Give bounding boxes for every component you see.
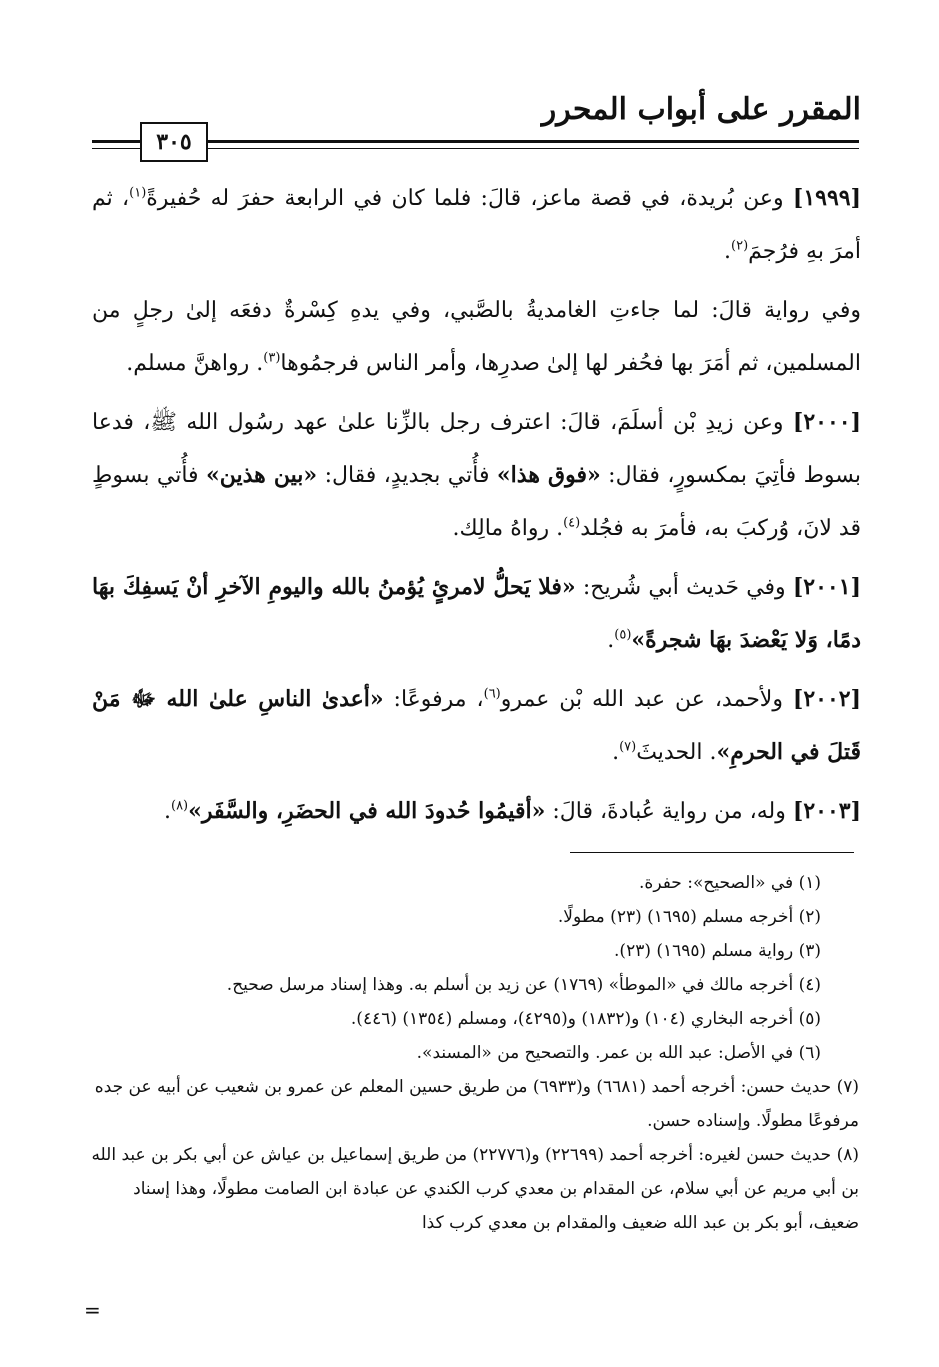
hadith-text: . رواهنَّ مسلم. [126,351,264,376]
hadith-text: وفي حَديث أبي شُريح: [582,575,786,600]
hadith-number: [٢٠٠٠] [792,409,861,435]
period: . [724,239,732,264]
footnote-ref[interactable]: (٨) [170,798,189,814]
hadith-number: [٢٠٠١] [792,574,861,600]
hadith-number: [١٩٩٩] [792,185,862,211]
hadith-text: ، ثم أمرَ بهِ فرُجمَ [92,186,861,264]
footnote-ref[interactable]: (٢) [731,238,749,254]
page-number: ٣٠٥ [140,122,208,162]
prophetic-quote: «بين هذين» [206,462,318,488]
hadith-text: وعن بُريدة، في قصة ماعز، قالَ: فلما كان في الرابعة حفرَ له حُفيرةً [146,186,784,211]
footnote-8: (٨) حديث حسن لغيره: أخرجه أحمد (٢٢٦٩٩) و(٢٢٧٧٦) من طريق إسماعيل بن عياش عن أبي بكر بن عبد الله بن أبي مريم عن أبي سلام، عن المقدام بن معدي كرب الكندي عن عبادة ابن الصامت مطولًا، وهذا إسناد ضعيف، أبو بكر بن عبد الله ضعيف والمقدام بن معدي كرب كذا [91,1145,859,1233]
hadith-2002 [92,673,861,779]
hadith-2001 [92,561,861,667]
running-header-title: المقرر على أبواب المحرر [541,92,861,127]
prophetic-quote: «أقيمُوا حُدودَ الله في الحضَرِ، والسَّفَر» [188,798,546,824]
hadith-text: فأُتي بجديدٍ، فقال: [324,463,490,488]
footnote-ref[interactable]: (٧) [619,739,637,755]
hadith-number: [٢٠٠٣] [792,798,861,824]
footnote-3: (٣) رواية مسلم (١٦٩٥) (٢٣). [614,941,821,961]
hadith-text: ولأحمد، عن عبد الله بْن عمرو [500,687,783,712]
hadith-text: وعن زيدِ بْن أسلَمَ، قالَ: اعترف رجل بالزِّنا علىٰ عهد رسُول الله ﷺ، فدعا بسوط فأتِيَ بمكسورٍ، فقال: [92,410,862,488]
footnote-2: (٢) أخرجه مسلم (١٦٩٥) (٢٣) مطولًا. [557,907,821,927]
hadith-text: ، مرفوعًا: [393,687,484,712]
footnote-separator [570,852,854,853]
hadith-text: وله، من رواية عُبادةَ، قالَ: [552,799,786,824]
footnote-5: (٥) أخرجه البخاري (١٠٤) و(١٨٣٢) و(٤٢٩٥)، ومسلم (١٣٥٤) (٤٤٦). [350,1009,821,1029]
footnote-4: (٤) أخرجه مالك في «الموطأ» (١٧٦٩) عن زيد بن أسلم به. وهذا إسناد مرسل صحيح. [226,975,821,995]
riwaya-paragraph [92,284,861,390]
footnote-1: (١) في «الصحيح»: حفرة. [639,873,821,893]
footnote-ref[interactable]: (٤) [563,515,581,531]
period: . [163,799,171,824]
hadith-text: . الحديثَ [636,740,717,765]
footnote-ref[interactable]: (٥) [614,627,632,643]
footnote-ref[interactable]: (١) [129,185,147,201]
period: . [612,740,620,765]
hadith-2003 [92,785,861,838]
hadith-2000 [92,396,861,555]
main-text [92,172,861,844]
hadith-text: وفي رواية قالَ: لما جاءتِ الغامديةُ بالصَّبي، وفي يدهِ كِسْرةٌ دفعَه إلىٰ رجلٍ من المسلمين، ثم أمَرَ بها فحُفر لها إلىٰ صدرِها، وأمر الناس فرجمُوها [92,298,861,376]
prophetic-quote: «فوق هذا» [496,462,601,488]
footnote-ref[interactable]: (٣) [263,350,281,366]
hadith-number: [٢٠٠٢] [792,686,861,712]
footnotes [82,866,859,1240]
period: . [607,628,615,653]
continuation-mark: = [84,1298,101,1322]
prophetic-quote: «أعدىٰ الناسِ علىٰ الله ﷻ مَنْ قَتلَ في الحرمِ» [92,686,861,765]
hadith-text: فأُتي بسوطٍ قد لانَ، وُركبَ به، فأمرَ به فجُلد [92,463,861,541]
footnote-7: (٧) حديث حسن: أخرجه أحمد (٦٦٨١) و(٦٩٣٣) من طريق حسين المعلم عن عمرو بن شعيب عن أبيه عن جده مرفوعًا مطولًا. وإسناده حسن. [94,1077,859,1131]
footnote-ref[interactable]: (٦) [483,686,501,702]
hadith-text: . رواهُ مالِك. [452,516,564,541]
prophetic-quote: «فلا يَحلُّ لامرئٍ يُؤمنُ بالله واليومِ الآخرِ أنْ يَسفِكَ بهَا دمًا، وَلا يَعْضدَ بهَا شجرةً» [92,574,861,653]
footnote-6: (٦) في الأصل: عبد الله بن عمر. والتصحيح من «المسند». [416,1043,821,1063]
hadith-1999 [92,172,861,278]
